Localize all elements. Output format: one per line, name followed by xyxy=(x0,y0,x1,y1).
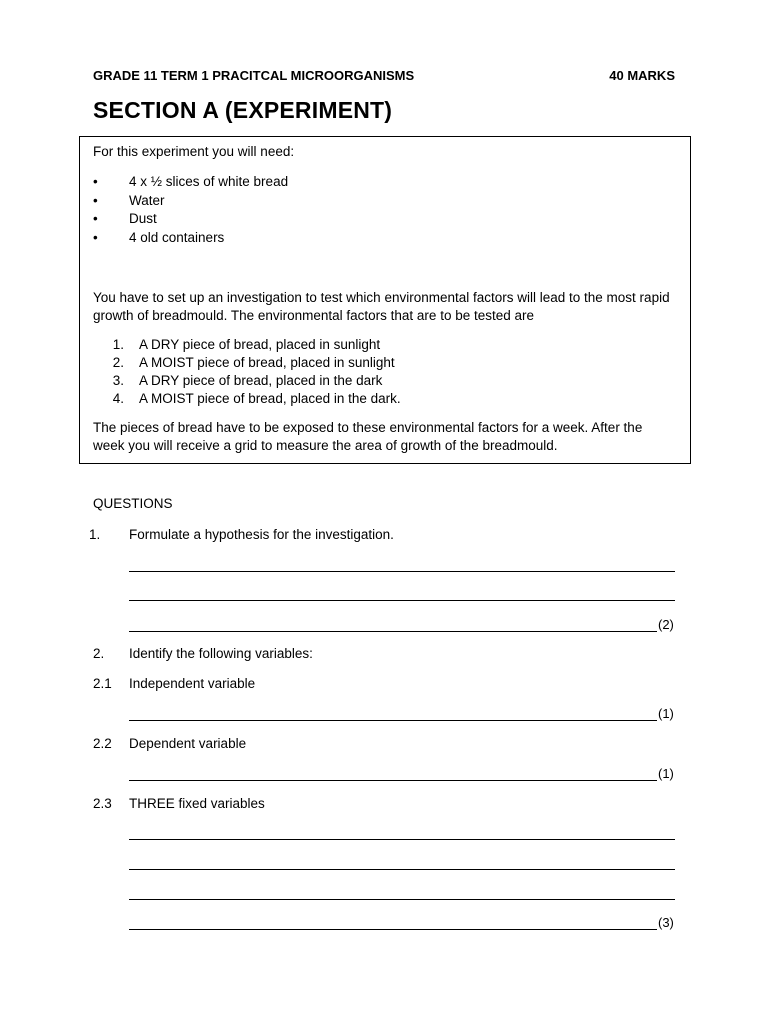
page-header xyxy=(93,68,675,86)
bullet-icon: • xyxy=(93,230,98,246)
investigation-instructions: You have to set up an investigation to test which environmental factors will lead to the most rapid growth of breadmould. The environmental factors that are to be tested are xyxy=(93,290,670,323)
question-number: 1. xyxy=(89,527,101,542)
question-text: Independent variable xyxy=(129,676,256,691)
course-title: GRADE 11 TERM 1 PRACITCAL MICROORGANISMS xyxy=(93,68,415,83)
question-text: Formulate a hypothesis for the investigation. xyxy=(129,527,394,542)
answer-line[interactable] xyxy=(129,720,657,721)
marks-label: (2) xyxy=(658,617,674,632)
question-text: Dependent variable xyxy=(129,736,247,751)
closing-note: The pieces of bread have to be exposed to these environmental factors for a week. After the week you will receive a grid to measure the area of growth of the breadmould. xyxy=(93,420,643,453)
bullet-icon: • xyxy=(93,211,98,227)
marks-label: (1) xyxy=(658,766,674,781)
marks-label: (3) xyxy=(658,915,674,930)
materials-intro: For this experiment you will need: xyxy=(93,144,295,159)
question-number: 2.1 xyxy=(93,676,112,691)
section-title: SECTION A (EXPERIMENT) xyxy=(93,97,393,123)
bullet-icon: • xyxy=(93,192,98,208)
answer-line[interactable] xyxy=(129,869,675,870)
question-number: 2.2 xyxy=(93,736,112,751)
question-number: 2.3 xyxy=(93,796,112,811)
experiment-box: For this experiment you will need: • 4 x ½ slices of white bread • Water • Dust • 4 old containers You have to set up an investigation to test which environmental factors will lead to the most rapid growth of breadmould. The environmental factors that are to be tested are 1. A DRY piece of bread, placed in sunlight 2. A MOIST piece of bread, placed in sunlight 3. A DRY piece of bread, placed in the dark 4. A MOIST piece of bread, placed in the dark. The pieces of bread have to be exposed to these environmental factors for a week. After the week you will receive a grid to measure the area of growth of the breadmould. xyxy=(79,136,691,464)
answer-line[interactable] xyxy=(129,571,675,572)
total-marks: 40 MARKS xyxy=(609,68,675,83)
marks-label: (1) xyxy=(658,706,674,721)
question-text: Identify the following variables: xyxy=(129,646,313,661)
answer-line[interactable] xyxy=(129,600,675,601)
answer-line[interactable] xyxy=(129,780,657,781)
question-text: THREE fixed variables xyxy=(129,796,265,811)
answer-line[interactable] xyxy=(129,631,657,632)
questions-heading: QUESTIONS xyxy=(93,496,173,511)
answer-line[interactable] xyxy=(129,839,675,840)
question-number: 2. xyxy=(93,646,105,661)
answer-line[interactable] xyxy=(129,929,657,930)
bullet-icon: • xyxy=(93,174,98,189)
answer-line[interactable] xyxy=(129,899,675,900)
